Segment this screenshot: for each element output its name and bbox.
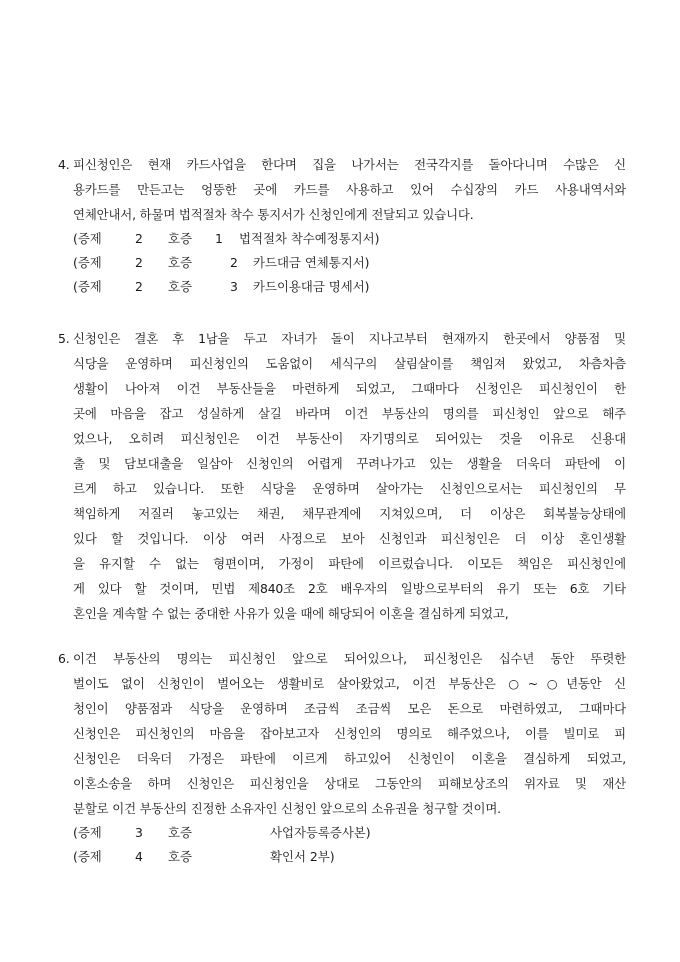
evidence-number: 2: [135, 231, 143, 246]
evidence-title: 법적절차 착수예정통지서): [239, 231, 380, 246]
evidence-label: (증제: [73, 279, 102, 294]
evidence-ho: 호증: [168, 279, 192, 294]
paragraph-line: 청인이 양품점과 식당을 운영하며 조금씩 조금씩 모은 돈으로 마련하였고, 그때마다: [73, 701, 626, 716]
paragraph-line: 4. 피신청인은 현재 카드사업을 한다며 집을 나가서는 전국각지를 돌아다니며 수많은 신: [58, 152, 626, 177]
evidence-item: [58, 251, 626, 275]
evidence-ho: 호증: [168, 825, 192, 840]
paragraph-line: 곳에 마음을 잡고 성실하게 살길 바라며 이건 부동산의 명의를 피신청인 앞으로 해주: [73, 406, 626, 421]
evidence-title: 카드이용대금 명세서): [253, 279, 370, 294]
paragraph-line: 5. 신청인은 결혼 후 1남을 두고 자녀가 돌이 지나고부터 현재까지 한곳에서 양품점 및: [58, 326, 626, 351]
paragraph-line: 분할로 이건 부동산의 진정한 소유자인 신청인 앞으로의 소유권을 청구할 것이며.: [73, 801, 501, 816]
paragraph-line: 게 있다 할 것이며, 민법 제840조 2호 배우자의 일방으로부터의 유기 또는 6호 기타: [73, 581, 626, 596]
evidence-ho: 호증: [168, 849, 192, 864]
evidence-title: 카드대금 연체통지서): [253, 255, 370, 270]
section-5: [58, 326, 626, 626]
paragraph-line: 출 및 담보대출을 일삼아 신청인의 어렵게 꾸려나가고 있는 생활을 더욱더 파탄에 이: [73, 456, 626, 471]
section-number: 4.: [58, 157, 70, 172]
evidence-item: [58, 227, 626, 251]
evidence-item: [58, 821, 626, 845]
evidence-label: (증제: [73, 255, 102, 270]
section-6: [58, 646, 626, 869]
evidence-title: 사업자등록증사본): [270, 825, 371, 840]
paragraph-line: 혼인을 계속할 수 없는 중대한 사유가 있을 때에 해당되어 이혼을 결심하게 되었고,: [73, 606, 509, 621]
evidence-number: 3: [135, 825, 143, 840]
section-number: 6.: [58, 651, 70, 666]
evidence-sub: 2: [230, 255, 238, 270]
evidence-ho: 호증: [168, 255, 192, 270]
paragraph-line: 용카드를 만든고는 엉뚱한 곳에 카드를 사용하고 있어 수십장의 카드 사용내역서와: [73, 182, 626, 197]
evidence-label: (증제: [73, 825, 102, 840]
evidence-ho: 호증: [168, 231, 192, 246]
section-number: 5.: [58, 331, 70, 346]
paragraph-line: 벌이도 없이 신청인이 벌어오는 생활비로 살아왔었고, 이건 부동산은 ○~○년동안 신: [73, 676, 626, 691]
paragraph-line: 6. 이건 부동산의 명의는 피신청인 앞으로 되어있으나, 피신청인은 십수년 동안 뚜렷한: [58, 646, 626, 671]
paragraph-line: 이혼소송을 하며 신청인은 피신청인을 상대로 그동안의 피해보상조의 위자료 및 재산: [73, 776, 626, 791]
evidence-sub: 3: [230, 279, 238, 294]
evidence-number: 4: [135, 849, 143, 864]
evidence-sub: 1: [215, 231, 223, 246]
paragraph-line: 을 유지할 수 없는 형편이며, 가정이 파탄에 이르렀습니다. 이모든 책임은 피신청인에: [73, 556, 626, 571]
evidence-item: [58, 845, 626, 869]
evidence-item: [58, 275, 626, 299]
paragraph-line: 책임하게 저질러 놓고있는 채권, 채무관계에 지쳐있으며, 더 이상은 회복불능상태에: [73, 506, 626, 521]
evidence-label: (증제: [73, 231, 102, 246]
evidence-title: 확인서 2부): [270, 849, 335, 864]
paragraph-line: 신청인은 더욱더 가정은 파탄에 이르게 하고있어 신청인이 이혼을 결심하게 되었고,: [73, 751, 626, 766]
paragraph-line: 식당을 운영하며 피신청인의 도움없이 세식구의 살림살이를 책임져 왔었고, 차츰차츰: [73, 356, 626, 371]
paragraph-line: 생활이 나아져 이건 부동산들을 마련하게 되었고, 그때마다 신청인은 피신청인이 한: [73, 381, 626, 396]
paragraph-line: 신청인은 피신청인의 마음을 잡아보고자 신청인의 명의로 해주었으나, 이를 빌미로 피: [73, 726, 626, 741]
paragraph-line: 르게 하고 있습니다. 또한 식당을 운영하며 살아가는 신청인으로서는 피신청인의 무: [73, 481, 626, 496]
section-4: [58, 152, 626, 299]
evidence-label: (증제: [73, 849, 102, 864]
evidence-number: 2: [135, 255, 143, 270]
paragraph-line: 연체안내서, 하물며 법적절차 착수 통지서가 신청인에게 전달되고 있습니다.: [73, 207, 474, 222]
evidence-number: 2: [135, 279, 143, 294]
paragraph-line: 있다 할 것입니다. 이상 여러 사정으로 보아 신청인과 피신청인은 더 이상 혼인생활: [73, 531, 626, 546]
paragraph-line: 었으나, 오히려 피신청인은 이건 부동산이 자기명의로 되어있는 것을 이유로 신용대: [73, 431, 626, 446]
